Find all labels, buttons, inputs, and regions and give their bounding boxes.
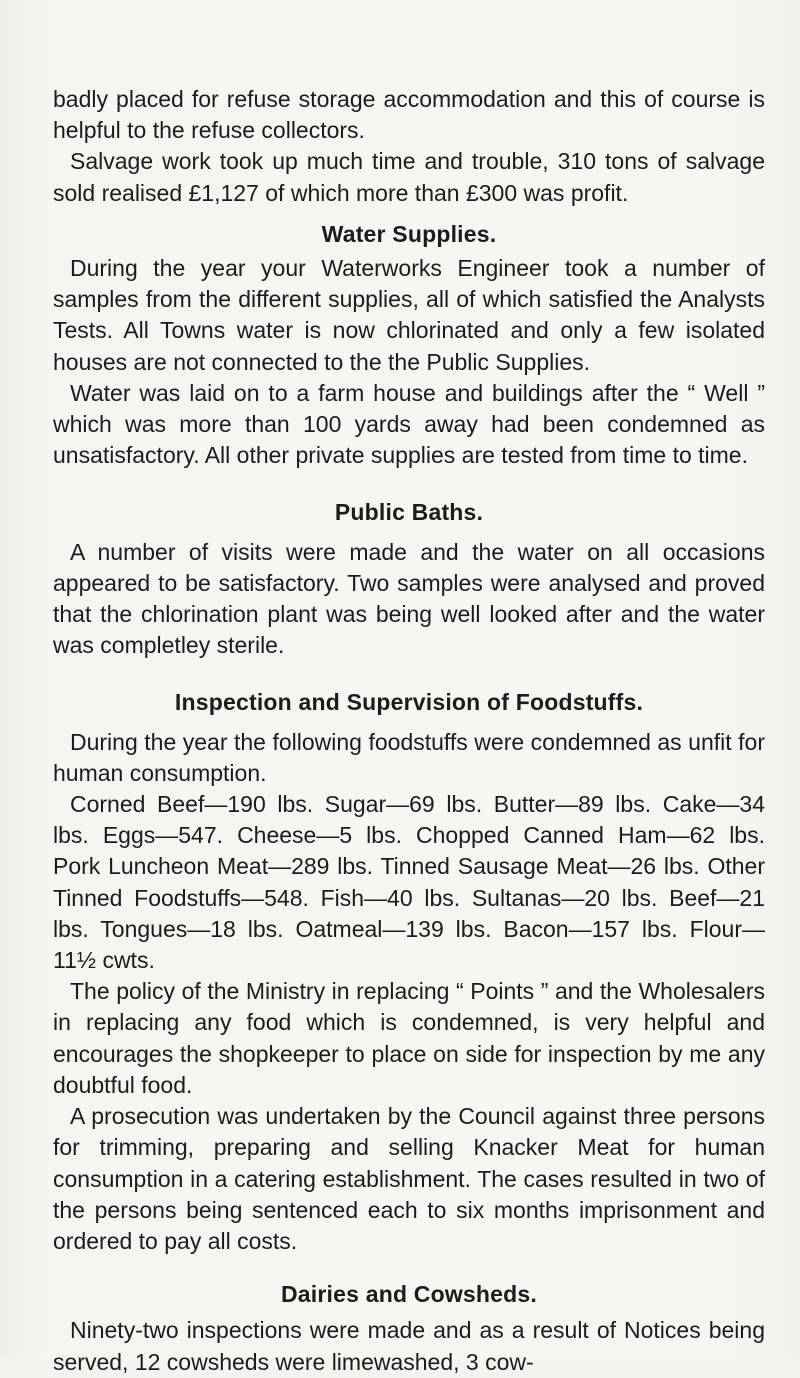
prosecution-paragraph: A prosecution was undertaken by the Council against three persons for trimming, preparing and selling Knacker Meat for human consumption in a catering establishment. The cases resulted in two of the persons being sentenced each to six months imprisonment and ordered to pay all costs. bbox=[53, 1103, 765, 1254]
water-paragraph: Water was laid on to a farm house and buildings after the “ Well ” which was more than 100 yards away had been condemned as unsatisfactory. All other private supplies are tested from time to time. bbox=[53, 379, 765, 469]
water-paragraph: During the year your Waterworks Engineer took a number of samples from the different supplies, all of which satisfied the Analysts Tests. All Towns water is now chlorinated and only a few isolated houses are not connected to the the Public Supplies. bbox=[53, 255, 765, 375]
foodstuffs-heading: Inspection and Supervision of Foodstuffs. bbox=[174, 689, 644, 716]
foodstuffs-paragraph: The policy of the Ministry in replacing “ Points ” and the Wholesalers in replacing any food which is condemned, is very helpful and encourages the shopkeeper to place on side for inspection by me any doubtful food. bbox=[53, 978, 765, 1098]
public-baths-heading: Public Baths. bbox=[334, 499, 484, 526]
foodstuffs-paragraph: During the year the following foodstuffs were condemned as unfit for human consumption. bbox=[53, 728, 765, 786]
text-column bbox=[53, 84, 765, 1378]
salvage-paragraph: Salvage work took up much time and trouble, 310 tons of salvage sold realised £1,127 of which more than £300 was profit. bbox=[53, 148, 765, 206]
dairies-paragraph: Ninety-two inspections were made and as a result of Notices being served, 12 cowsheds were limewashed, 3 cow- bbox=[53, 1317, 765, 1375]
water-supplies-heading: Water Supplies. bbox=[321, 220, 497, 247]
dairies-heading: Dairies and Cowsheds. bbox=[281, 1281, 537, 1308]
baths-paragraph: A number of visits were made and the water on all occasions appeared to be satisfactory. Two samples were analysed and proved that the chlorination plant was being well looked after and the water was completley sterile. bbox=[53, 538, 765, 659]
foodstuffs-list-paragraph: Corned Beef—190 lbs. Sugar—69 lbs. Butter—89 lbs. Cake—34 lbs. Eggs—547. Cheese—5 lbs. Chopped Canned Ham—62 lbs. Pork Luncheon Meat—289 lbs. Tinned Sausage Meat—26 lbs. Other Tinned Foodstuffs—548. Fish—40 lbs. Sultanas—20 lbs. Beef—21 lbs. Tongues—18 lbs. Oatmeal—139 lbs. Bacon—157 lbs. Flour—11½ cwts. bbox=[53, 791, 765, 974]
intro-paragraph: badly placed for refuse storage accommodation and this of course is helpful to the refuse collectors. bbox=[53, 86, 765, 144]
